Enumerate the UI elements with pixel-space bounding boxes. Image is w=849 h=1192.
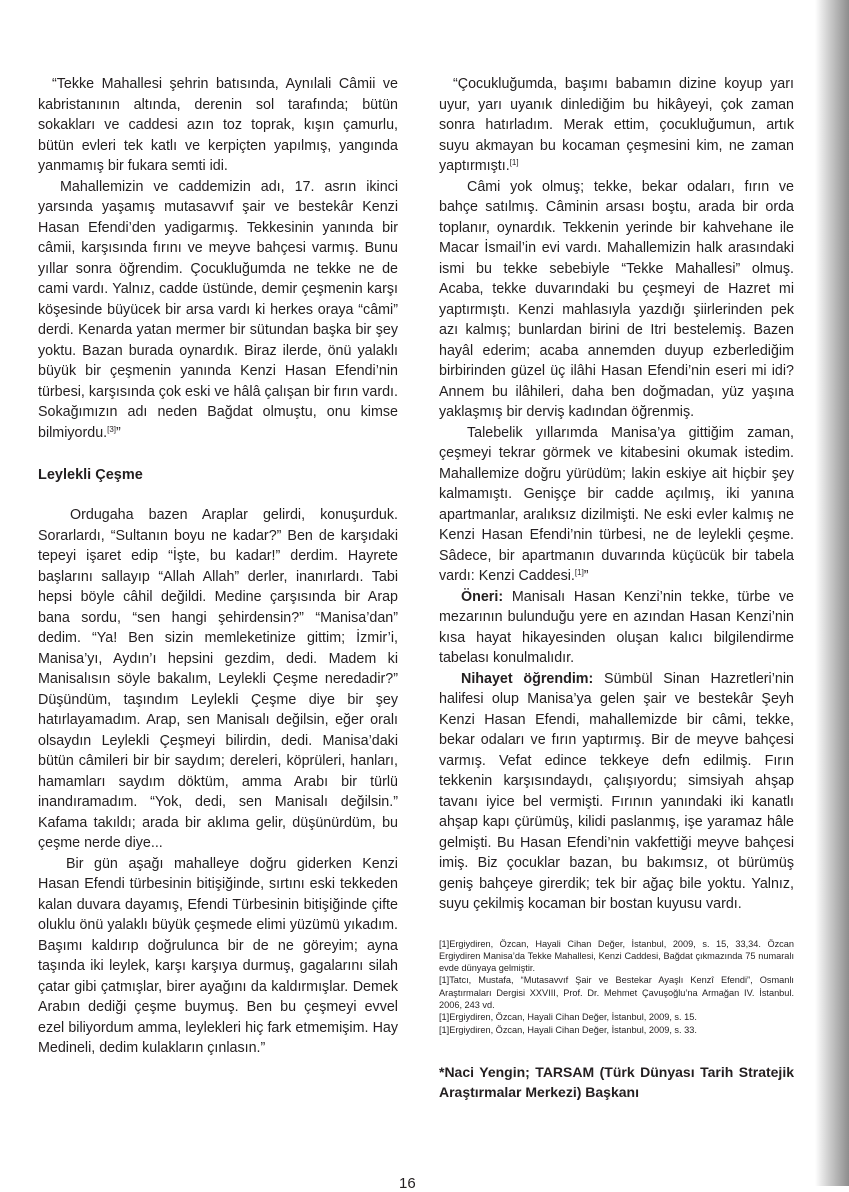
footnotes	[439, 938, 794, 1036]
page-edge-shadow	[815, 0, 849, 1186]
page-number: 16	[399, 1175, 416, 1192]
footnote-ref: [1]	[509, 158, 519, 167]
right-paragraph-2-text: Câmi yok olmuş; tekke, bekar odaları, fırın ve bahçe satılmış. Câminin arsası boştu, arada bir orda toplanır, oynardık. Tekkenin yerinde bir kahvehane ile Macar İsmail’in evi vardı. Mahallemizin halk arasındaki ismi bu tekke sebebiyle “Tekke Mahallesi” olmuş. Acaba, tekke duvarındaki bu çeşmeyi de Hazret mi yaptırmıştı. Kenzi mahlasıyla yazdığı şiirlerinden pek azı kalmış; bunlardan birini de Itri bestelemiş. Bazen hayâl ederim; acaba annemden duyup ezberlediğim birbirinden güzel üç ilâhi Hasan Efendi’nin eseri mi idi? Annem bu ilâhileri, daha ben doğmadan, yüz yaşına yaklaşmış bir derviş kadından öğrenmiş.	[439, 178, 794, 420]
right-paragraph-5	[439, 669, 794, 915]
footnote-ref: [3]	[107, 424, 117, 434]
right-paragraph-1	[439, 74, 794, 177]
finally-learned-label: Nihayet öğrendim:	[461, 670, 594, 687]
closing-quote: ”	[583, 568, 589, 584]
right-paragraph-2	[439, 177, 794, 423]
footnote: [1]Tatcı, Mustafa, “Mutasavvıf Şair ve Bestekar Ayaşlı Kenzî Efendi”, Osmanlı Araştırmaları Dergisi XXVIII, Prof. Dr. Mehmet Çavuşoğlu’na Armağan IV. İstanbul. 2006, 243 vd.	[439, 975, 794, 1010]
right-column	[439, 74, 794, 1102]
section-heading: Leylekli Çeşme	[38, 467, 143, 483]
right-paragraph-4-text: Manisalı Hasan Kenzi’nin tekke, türbe ve mezarının bulunduğu yere en azından Hasan Kenzi’nin kısa hayat hikayesinden oluşan kalıcı bilgilendirme tabelası konulmalıdır.	[439, 588, 794, 666]
left-paragraph-1	[38, 74, 398, 177]
left-paragraph-2	[38, 177, 398, 444]
right-paragraph-1-text: “Çocukluğumda, başımı babamın dizine koyup yarı uyur, yarı uyanık dinlediğim bu hikâyeyi, çok zaman sonra hatırladım. Merak ettim, çocukluğumun, artık suyu akmayan bu kocaman çeşmesini kim, ne zaman yaptırmıştı.	[439, 76, 794, 174]
right-paragraph-4	[439, 587, 794, 669]
footnote: [1]Ergiydiren, Özcan, Hayali Cihan Değer, İstanbul, 2009, s. 33.	[439, 1024, 697, 1035]
closing-quote: ”	[116, 424, 121, 441]
right-paragraph-3	[439, 423, 794, 587]
left-paragraph-4-text: Bir gün aşağı mahalleye doğru giderken Kenzi Hasan Efendi türbesinin bitişiğinde, sırtını eski tekkeden kalan duvara dayamış, Efendi Türbesinin bitişiğinde çifte oluklu önü yalaklı büyük çeşmede elimi yüzümü yıkadım. Başımı kaldırıp doğrulunca bir de ne göreyim; ayna taşında iki leylek, karşı karşıya durmuş, gagalarını silah çatar gibi çatmışlar, birer ayağını da kaldırmışlar. Demek Arabın dediği çeşme buymuş. Ben bu çeşmeyi evvel ezel biliyordum amma, leylekleri hiç fark etmemişim. Hay Medineli, dedim kulakların çınlasın.”	[38, 855, 398, 1056]
left-column	[38, 74, 398, 1059]
footnote-ref: [1]	[574, 568, 584, 577]
author-credit: *Naci Yengin; TARSAM (Türk Dünyası Tarih Stratejik Araştırmalar Merkezi) Başkanı	[439, 1063, 794, 1100]
left-paragraph-3-text: Ordugaha bazen Araplar gelirdi, konuşurduk. Sorarlardı, “Sultanın boyu ne kadar?” Ben de karşıdaki tepeyi işaret edip “İşte, bu kadar!” derdim. Hayrete başlarını sallayıp “Allah Allah” derler, inanırlardı. Tabi hepsi böyle câhil değildi. Medine çarşısında bir Arap bana sordu, “sen hangi şehirdensin?” “Manisa’dan” dedim. “Ya! Ben sizin memleketinize gittim; İzmir’i, Manisa’yı, Aydın’ı hepsini gezdim, dedi. Madem ki Manisalısın söyle bakalım, Leylekli Çeşme neredadir?” Düşündüm, taşındım Leylekli Çeşme diye bir şey hatırlayamadım. Arap, sen Manisalı değilsin, eğer oralı olsaydın Leylekli Çeşmeyi bilirdin, dedi. Manisa’daki bütün câmileri bir bir saydım; dereleri, köprüleri, hanları, hamamları saydım döktüm, amma Arabı bir türlü inandıramadım. “Yok, dedi, sen Manisalı değilsin.” Kafama takıldı; arada bir aklıma gelir, düşünürdüm, bu çeşme nerde diye...	[38, 507, 398, 851]
left-paragraph-2-text: Mahallemizin ve caddemizin adı, 17. asrın ikinci yarsında yaşamış mutasavvıf şair ve bestekâr Kenzi Hasan Efendi’den yadigarmış. Tekkesinin yanında bir câmii, karşısında fırını ve meyve bahçesi varmış. Bunu yıllar sonra öğrendim. Çocukluğumda ne tekke ne de cami vardı. Yalnız, cadde üstünde, demir çeşmenin karşı köşesinde büyücek bir arsa vardı ki herkes oraya “câmi” derdi. Kenarda yatan mermer bir sütundan başka bir şey yoktu. Bazan burada oynardık. Biraz ilerde, önü yalaklı büyük bir çeşmenin yanında Kenzi Hasan Efendi’nin türbesi, karşısında çok eski ve hâlâ çalışan bir fırın vardı. Sokağımızın adı neden Bağdat olmuştu, onu kimse bilmiyordu.	[38, 178, 398, 441]
right-paragraph-3-text: Talebelik yıllarımda Manisa’ya gittiğim zaman, çeşmeyi tekrar görmek ve kitabesini okumak istedim. Mahallemize doğru yürüdüm; lakin eskiye ait hiçbir şey kalmamıştı. Genişçe bir cadde açılmış, iki yanına apartmanlar, aralıksız dizilmişti. Ne eski evler kalmış ne Kenzi Hasan Efendi’nin türbesi, ne de leylekli çeşme. Sâdece, bir apartmanın duvarında küçücük bir tabela vardı: Kenzi Caddesi.	[439, 424, 794, 584]
left-paragraph-4	[38, 854, 398, 1059]
suggestion-label: Öneri:	[461, 588, 504, 605]
footnote: [1]Ergiydiren, Özcan, Hayali Cihan Değer, İstanbul, 2009, s. 15, 33,34. Özcan Ergiydiren Manisa’da Tekke Mahallesi, Kenzi Caddesi, Bağdat çıkmazında 75 numaralı evde dünyaya gelmiştir.	[439, 938, 794, 974]
right-paragraph-5-text: Sümbül Sinan Hazretleri’nin halifesi olup Manisa’ya gelen şair ve bestekâr Şeyh Kenzi Hasan Efendi, mahallemizde bir câmi, tekke, bekar odaları ve fırın yaptırmış. Bir de meyve bahçesi varmış. Vefat edince tekkeye defn edilmiş. Fırın tekkenin karşısındaydı, çalışıyordu; simsiyah ahşap tavanı iyice bel vermişti. Fırının yanındaki iki kanatlı ahşap kapı çürümüş, kilidi paslanmış, işe yaramaz hâle gelmişti. Bu Hasan Efendi’nin vakfettiği meyve bahçesi imiş. Biz çocuklar bazan, bu bakımsız, ot bürümüş geniş bahçeye girerdik; tek bir ağaç bile yoktu. Yalnız, suyu çekilmiş kocaman bir bostan kuyusu vardı.	[439, 670, 794, 912]
left-paragraph-1-text: “Tekke Mahallesi şehrin batısında, Aynılali Câmii ve kabristanının altında, derenin sol tarafında; bütün sokakları ve caddesi azın toz toprak, kışın çamurlu, bütün evleri tek katlı ve kerpiçten yapılmış, yangında yanmamış bir fukara semti idi.	[38, 76, 398, 174]
left-paragraph-3	[38, 505, 398, 854]
footnote: [1]Ergiydiren, Özcan, Hayali Cihan Değer, İstanbul, 2009, s. 15.	[439, 1012, 697, 1023]
